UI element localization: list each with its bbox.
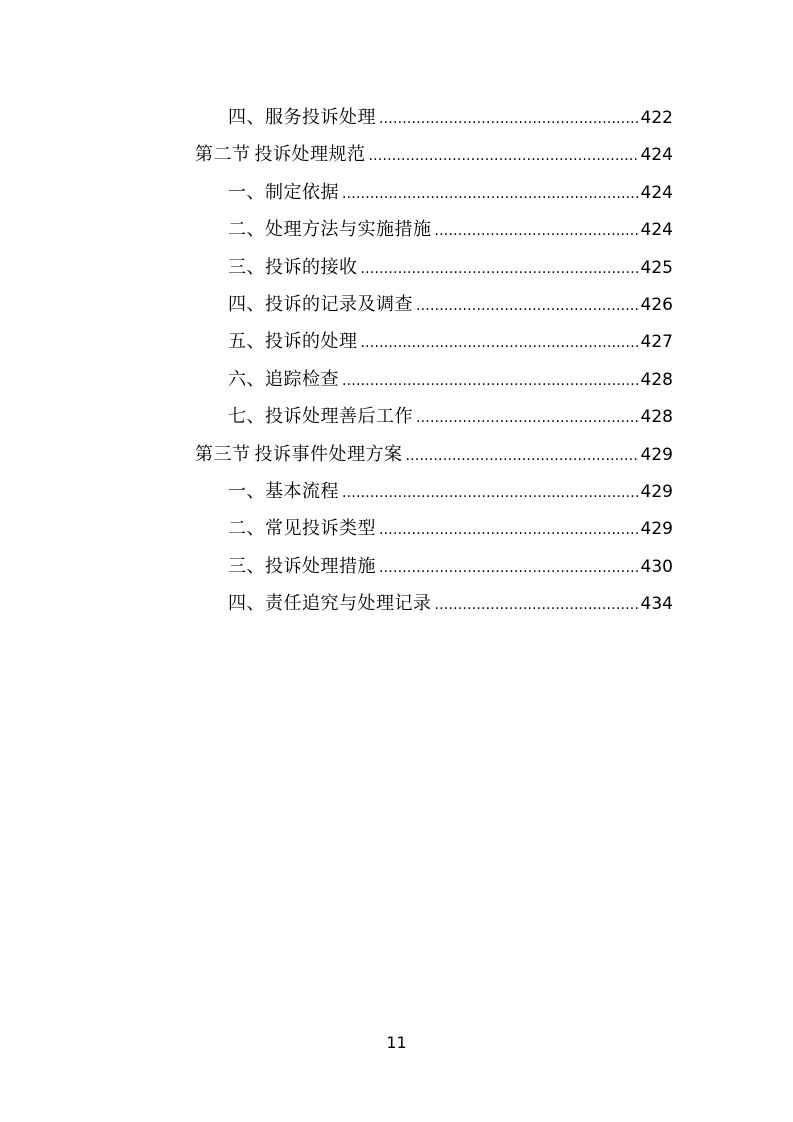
toc-entry-title: 基本流程 <box>265 481 339 502</box>
toc-leader-dots <box>379 105 639 133</box>
toc-entry-page: 434 <box>640 594 673 615</box>
toc-entry-label <box>228 478 339 506</box>
toc-entry[interactable] <box>228 590 673 618</box>
toc-leader-dots <box>361 255 639 283</box>
toc-entry-label <box>228 291 413 319</box>
toc-entry-title: 常见投诉类型 <box>265 518 376 540</box>
toc-leader-dots <box>369 142 639 170</box>
toc-entry-page: 428 <box>640 369 673 390</box>
toc-entry-prefix: 五、 <box>228 331 265 353</box>
toc-entry-prefix: 第二节 <box>195 144 251 166</box>
toc-entry[interactable] <box>228 478 673 506</box>
toc-section-entry[interactable] <box>195 441 673 469</box>
toc-entry-page: 429 <box>640 519 673 540</box>
toc-entry[interactable] <box>228 179 673 207</box>
toc-entry-prefix: 四、 <box>228 294 265 315</box>
toc-leader-dots <box>435 217 639 245</box>
toc-entry-title: 制定依据 <box>265 181 339 203</box>
toc-leader-dots <box>416 404 639 432</box>
toc-entry-title: 投诉处理规范 <box>254 144 366 166</box>
toc-entry-prefix: 第三节 <box>195 443 251 465</box>
toc-entry[interactable] <box>228 403 673 431</box>
toc-entry-page: 426 <box>640 295 673 315</box>
toc-entry[interactable] <box>228 515 673 543</box>
toc-entry-page: 425 <box>640 257 673 278</box>
toc-entry-label <box>228 366 339 394</box>
toc-entry-page: 424 <box>640 220 673 241</box>
toc-entry-prefix: 二、 <box>228 518 265 540</box>
toc-entry-title: 投诉处理措施 <box>265 555 376 577</box>
toc-entry-page: 429 <box>640 482 673 502</box>
toc-entry[interactable] <box>228 553 673 581</box>
toc-entry-prefix: 一、 <box>228 181 265 203</box>
toc-entry-label <box>228 104 376 132</box>
toc-entry-label <box>195 141 366 169</box>
toc-entry-page: 422 <box>640 108 673 128</box>
toc-leader-dots <box>361 329 639 357</box>
toc-section-entry[interactable] <box>195 141 673 169</box>
toc-leader-dots <box>342 479 639 507</box>
toc-entry-label <box>195 441 403 469</box>
toc-entry-page: 424 <box>640 145 673 166</box>
toc-leader-dots <box>342 180 639 208</box>
toc-entry-page: 424 <box>640 182 673 203</box>
toc-entry-label <box>228 515 376 543</box>
toc-leader-dots <box>416 292 639 320</box>
toc-entry-title: 追踪检查 <box>265 368 339 390</box>
toc-entry-prefix: 四、 <box>228 107 265 128</box>
toc-entry-title: 责任追究与处理记录 <box>265 593 432 615</box>
toc-entry-label <box>228 254 358 282</box>
toc-entry-prefix: 一、 <box>228 481 265 502</box>
toc-entry-page: 427 <box>640 332 673 353</box>
toc-leader-dots <box>379 554 639 582</box>
toc-entry-label <box>228 328 358 356</box>
toc-entry-title: 处理方法与实施措施 <box>265 219 432 241</box>
toc-entry-prefix: 四、 <box>228 593 265 615</box>
toc-entry[interactable] <box>228 366 673 394</box>
toc-entry-label <box>228 590 432 618</box>
toc-entry-title: 投诉的接收 <box>265 256 358 278</box>
toc-leader-dots <box>379 516 639 544</box>
toc-entry[interactable] <box>228 291 673 319</box>
toc-entry-title: 投诉的处理 <box>265 331 358 353</box>
toc-entry-prefix: 二、 <box>228 219 265 241</box>
toc-leader-dots <box>406 442 639 470</box>
toc-entry[interactable] <box>228 254 673 282</box>
toc-entry[interactable] <box>228 216 673 244</box>
toc-entry-prefix: 七、 <box>228 406 265 428</box>
toc-entry-page: 429 <box>640 444 673 465</box>
toc-entry-title: 服务投诉处理 <box>265 107 376 128</box>
toc-entry-page: 428 <box>640 407 673 428</box>
toc-entry-label <box>228 179 339 207</box>
toc-entry-prefix: 三、 <box>228 256 265 278</box>
toc-leader-dots <box>435 591 639 619</box>
toc-entry-title: 投诉的记录及调查 <box>265 294 413 315</box>
toc-entry-page: 430 <box>640 556 673 577</box>
page-number: 11 <box>386 1033 407 1052</box>
toc-entry-label <box>228 403 413 431</box>
toc-entry-title: 投诉事件处理方案 <box>254 443 403 465</box>
toc-entry-prefix: 六、 <box>228 368 265 390</box>
toc-entry-label <box>228 216 432 244</box>
toc-entry[interactable] <box>228 104 673 132</box>
toc-entry-prefix: 三、 <box>228 555 265 577</box>
toc-leader-dots <box>342 367 639 395</box>
toc-entry[interactable] <box>228 328 673 356</box>
toc-entry-title: 投诉处理善后工作 <box>265 406 413 428</box>
toc-entry-label <box>228 553 376 581</box>
